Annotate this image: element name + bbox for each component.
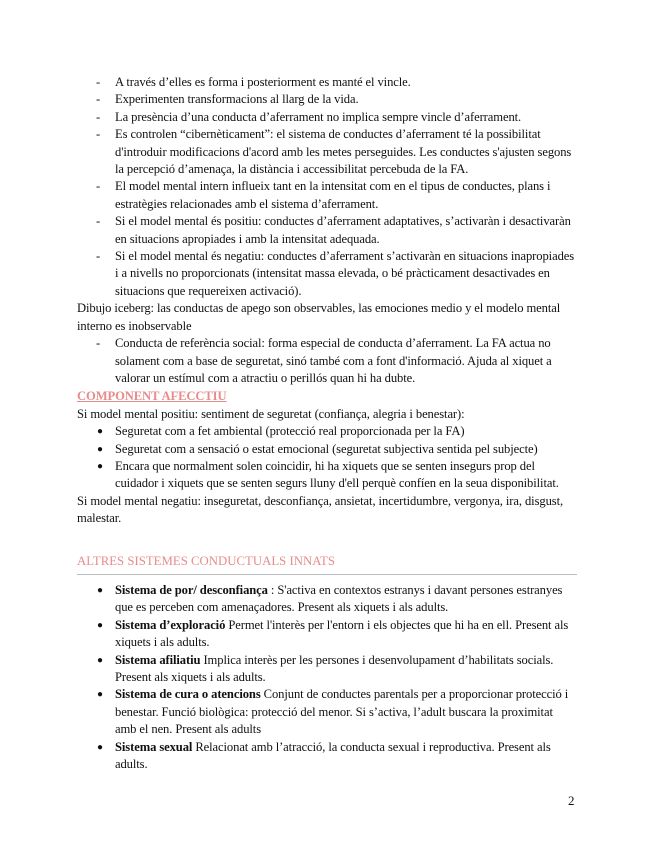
list-item: [77, 617, 577, 652]
bullet-marker: ●: [97, 619, 103, 631]
list-item-text: Es controlen “cibernèticament”: el sistema de conductes d’aferrament té la possibilitat d'introduir modificacions d'acord amb les metes perseguides. Les conductes s'ajusten segons la percepció d’amenaça, la distància i accessibilitat percebuda de la FA.: [115, 127, 572, 177]
bullet-marker: ●: [97, 654, 103, 666]
system-term: Sistema afiliatiu: [115, 652, 201, 667]
dash-list-behaviours: [77, 74, 577, 300]
system-description: Permet l'interès per l'entorn i els objectes que hi ha en ell. Present als xiquets i als adults.: [115, 617, 569, 650]
page-content: [77, 74, 577, 773]
list-item: [77, 248, 577, 300]
system-description: Conjunt de conductes parentals per a proporcionar protecció i benestar. Funció biològica: protecció del menor. Si s’activa, l’adult buscara la proximitat amb el nen. Present als adults: [115, 687, 569, 737]
list-item: [77, 109, 577, 126]
heading-divider: [77, 574, 577, 575]
system-description: : S'activa en contextos estranys i davant persones estranyes que es perceben com amenaçadores. Present als xiquets i als adults.: [115, 582, 563, 615]
list-item-text: Conducta de referència social: forma especial de conducta d’aferrament. La FA actua no solament com a base de seguretat, sinó també com a font d'informació. Ajuda al xiquet a valorar un estímul com a atractiu o perillós quan hi ha dubte.: [115, 336, 552, 385]
affective-component-heading: COMPONENT AFECCTIU: [77, 389, 227, 404]
list-item: [77, 335, 577, 387]
list-item: [77, 213, 577, 248]
system-term: Sistema sexual: [115, 739, 193, 754]
list-item-text: A través d’elles es forma i posteriorment es manté el vincle.: [115, 75, 411, 89]
system-term: Sistema de cura o atencions: [115, 687, 261, 702]
list-item-text: Seguretat com a fet ambiental (protecció real proporcionada per la FA): [115, 424, 465, 439]
dash-marker: -: [96, 249, 101, 264]
dash-marker: -: [96, 109, 101, 124]
positive-model-intro: Si model mental positiu: sentiment de seguretat (confiança, alegria i benestar):: [77, 406, 465, 421]
dash-marker: -: [96, 336, 101, 351]
list-item: [77, 441, 577, 458]
list-item-text: La presència d’una conducta d’aferrament no implica sempre vincle d’aferrament.: [115, 109, 522, 124]
iceberg-note: Dibujo iceberg: las conductas de apego son observables, las emociones medio y el modelo mental interno es inobservable: [77, 301, 561, 333]
list-item: [77, 91, 577, 108]
bullet-marker: ●: [97, 460, 103, 472]
bullet-marker: ●: [97, 426, 103, 438]
system-description: Relacionat amb l’atracció, la conducta sexual i reproductiva. Present als adults.: [115, 739, 551, 772]
dash-marker: -: [96, 179, 101, 194]
bullet-marker: ●: [97, 443, 103, 455]
positive-model-list: [77, 423, 577, 493]
list-item: [77, 686, 577, 738]
bullet-marker: ●: [97, 584, 103, 596]
list-item: [77, 652, 577, 687]
list-item-text: Encara que normalment solen coincidir, hi ha xiquets que se senten insegurs prop del cuidador i xiquets que se senten segurs lluny d'ell perquè confíen en la seua disponibilitat.: [115, 458, 559, 491]
dash-marker: -: [96, 92, 101, 107]
list-item-text: Si el model mental és positiu: conductes d’aferrament adaptatives, s’activaràn i desactivaràn en situacions apropiades i amb la intensitat adequada.: [115, 214, 571, 246]
system-term: Sistema de por/ desconfiança: [115, 582, 268, 597]
list-item-text: Experimenten transformacions al llarg de la vida.: [115, 92, 359, 107]
system-term: Sistema d’exploració: [115, 617, 226, 632]
list-item: [77, 582, 577, 617]
list-item: [77, 178, 577, 213]
list-item-text: El model mental intern influeix tant en la intensitat com en el tipus de conductes, plans i estratègies relacionades amb el sistema d’aferrament.: [115, 179, 551, 211]
dash-marker: -: [96, 214, 101, 229]
bullet-marker: ●: [97, 689, 103, 701]
list-item: [77, 423, 577, 440]
dash-marker: -: [96, 127, 101, 142]
section-heading: ALTRES SISTEMES CONDUCTUALS INNATS: [77, 553, 335, 568]
list-item: [77, 126, 577, 178]
bullet-marker: ●: [97, 741, 103, 753]
list-item: [77, 739, 577, 774]
negative-model-text: Si model mental negatiu: inseguretat, desconfiança, ansietat, incertidumbre, vergonya, ira, disgust, malestar.: [77, 493, 564, 526]
list-item: [77, 458, 577, 493]
list-item: [77, 74, 577, 91]
dash-marker: -: [96, 75, 101, 89]
list-item-text: Si el model mental és negatiu: conductes d’aferrament s’activaràn en situacions inapropiades i a nivells no proporcionats (intensitat massa elevada, o bé pràcticament desactivades en situacions que requereixen activació).: [115, 249, 575, 298]
dash-list-social-reference: [77, 335, 577, 387]
behaviour-systems-list: [77, 582, 577, 773]
page-number: 2: [568, 793, 575, 808]
system-description: Implica interès per les persones i desenvolupament d’habilitats socials. Present als xiquets i als adults.: [115, 652, 554, 684]
list-item-text: Seguretat com a sensació o estat emocional (seguretat subjectiva sentida pel subjecte): [115, 441, 538, 456]
